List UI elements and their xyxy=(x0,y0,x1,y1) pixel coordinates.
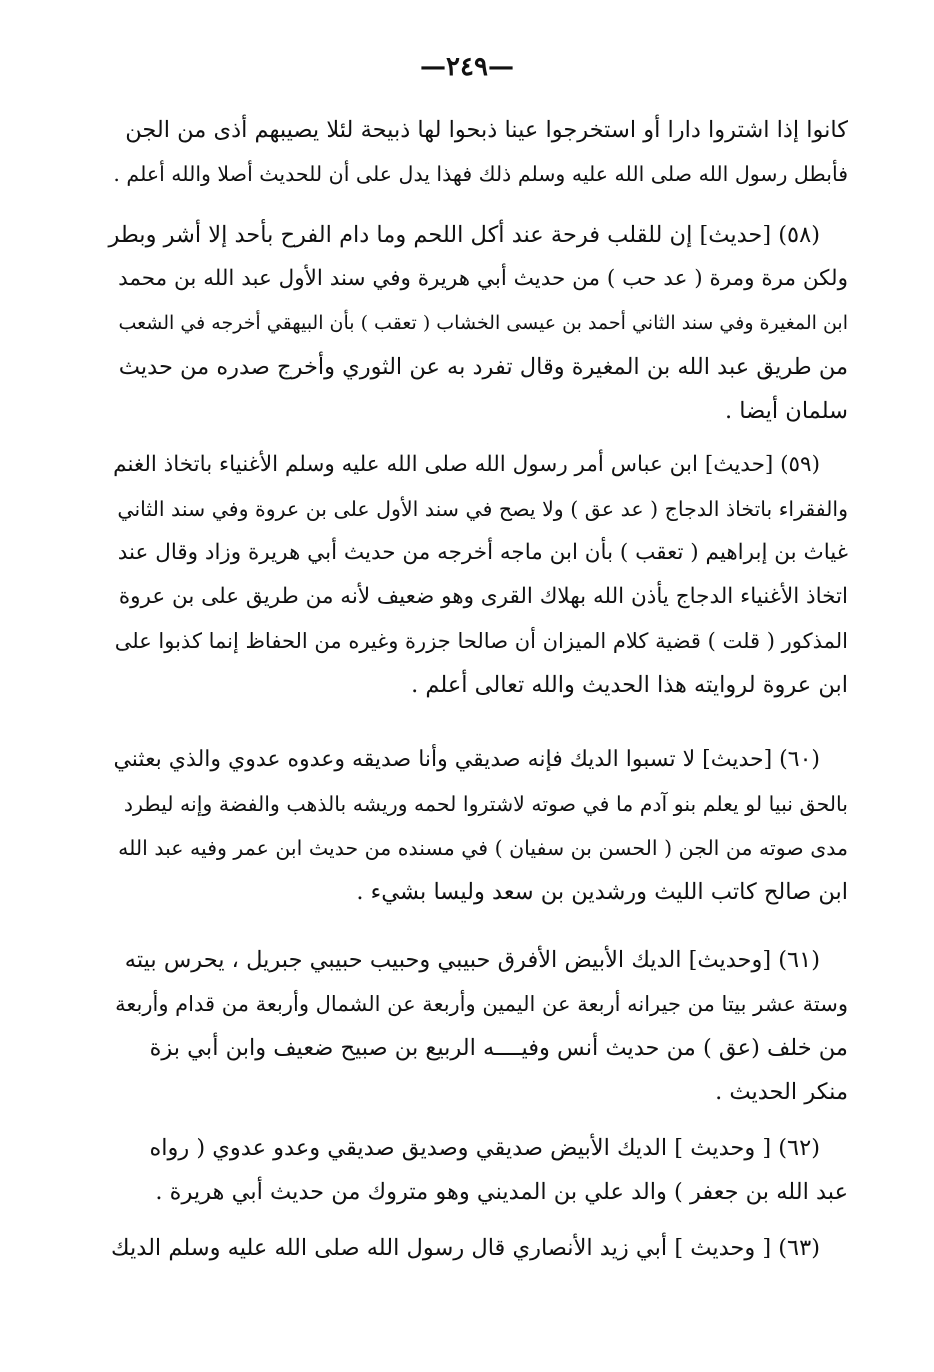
text-line: وستة عشر بيتا من جيرانه أربعة عن اليمين وأربعة عن الشمال وأربعة من قدام وأربعة xyxy=(115,992,848,1016)
paragraph-hadith-59 xyxy=(108,443,848,707)
paragraph-hadith-58 xyxy=(108,213,848,433)
text-line: ولكن مرة ومرة ( عد حب ) من حديث أبي هريرة وفي سند الأول عبد الله بن محمد xyxy=(118,266,848,291)
text-line: (٥٨) [حديث] إن للقلب فرحة عند أكل اللحم وما دام الفرح بأحد إلا أشر وبطر xyxy=(108,222,820,248)
text-line: سلمان أيضا . xyxy=(724,398,848,424)
text-line: عبد الله بن جعفر ) والد علي بن المديني وهو متروك من حديث أبي هريرة . xyxy=(155,1179,848,1205)
paragraph-hadith-62 xyxy=(108,1126,848,1214)
text-line: اتخاذ الأغنياء الدجاج يأذن الله بهلاك القرى وهو ضعيف لأنه من طريق على بن عروة xyxy=(118,584,848,609)
text-line: كانوا إذا اشتروا دارا أو استخرجوا عينا ذبحوا لها ذبيحة لئلا يصيبهم أذى من الجن xyxy=(125,117,848,143)
text-line: (٥٩) [حديث] ابن عباس أمر رسول الله صلى الله عليه وسلم الأغنياء باتخاذ الغنم xyxy=(113,452,820,477)
paragraph-hadith-63 xyxy=(108,1226,848,1270)
text-line: فأبطل رسول الله صلى الله عليه وسلم ذلك فهذا يدل على أن للحديث أصلا والله أعلم . xyxy=(113,162,848,186)
text-line: مدى صوته من الجن ( الحسن بن سفيان ) في مسنده من حديث ابن عمر وفيه عبد الله xyxy=(118,836,848,860)
text-line: بالحق نبيا لو يعلم بنو آدم ما في صوته لاشتروا لحمه وريشه بالذهب والفضة وإنه ليطرد xyxy=(123,792,848,816)
text-line: ابن عروة لروايته هذا الحديث والله تعالى أعلم . xyxy=(411,672,848,698)
text-line: (٦١) [وحديث] الديك الأبيض الأفرق حبيبي وحبيب حبيبي جبريل ، يحرس بيته xyxy=(124,947,820,973)
text-line: (٦٣) [ وحديث ] أبي زيد الأنصاري قال رسول الله صلى الله عليه وسلم الديك xyxy=(111,1235,820,1261)
paragraph-continuation xyxy=(108,108,848,196)
text-line: منكر الحديث . xyxy=(715,1079,848,1105)
text-line: ابن صالح كاتب الليث ورشدين بن سعد وليسا بشيء . xyxy=(356,879,848,905)
text-line: من طريق عبد الله بن المغيرة وقال تفرد به عن الثوري وأخرج صدره من حديث xyxy=(118,354,848,380)
text-line: ابن المغيرة وفي سند الثاني أحمد بن عيسى الخشاب ( تعقب ) بأن البيهقي أخرجه في الشعب xyxy=(118,312,848,334)
text-line: غياث بن إبراهيم ( تعقب ) بأن ابن ماجه أخرجه من حديث أبي هريرة وزاد وقال عند xyxy=(117,540,848,565)
text-line: (٦٢) [ وحديث ] الديك الأبيض صديقي وصديق صديقي وعدو عدوي ( رواه xyxy=(149,1135,820,1161)
text-line: من خلف (عق ) من حديث أنس وفيــــه الربيع بن صبيح ضعيف وابن أبي بزة xyxy=(149,1035,848,1061)
text-line: المذكور ( قلت ) قضية كلام الميزان أن صالحا جزرة وغيره من الحفاظ إنما كذبوا على xyxy=(114,629,848,653)
page-number: —٢٤٩— xyxy=(420,52,514,82)
paragraph-hadith-60 xyxy=(108,738,848,914)
paragraph-hadith-61 xyxy=(108,938,848,1114)
text-line: (٦٠) [حديث] لا تسبوا الديك فإنه صديقي وأنا صديقه وعدوه عدوي والذي بعثني xyxy=(113,747,820,772)
text-line: والفقراء باتخاذ الدجاج ( عد عق ) ولا يصح في سند الأول على بن عروة وفي سند الثاني xyxy=(117,497,848,521)
